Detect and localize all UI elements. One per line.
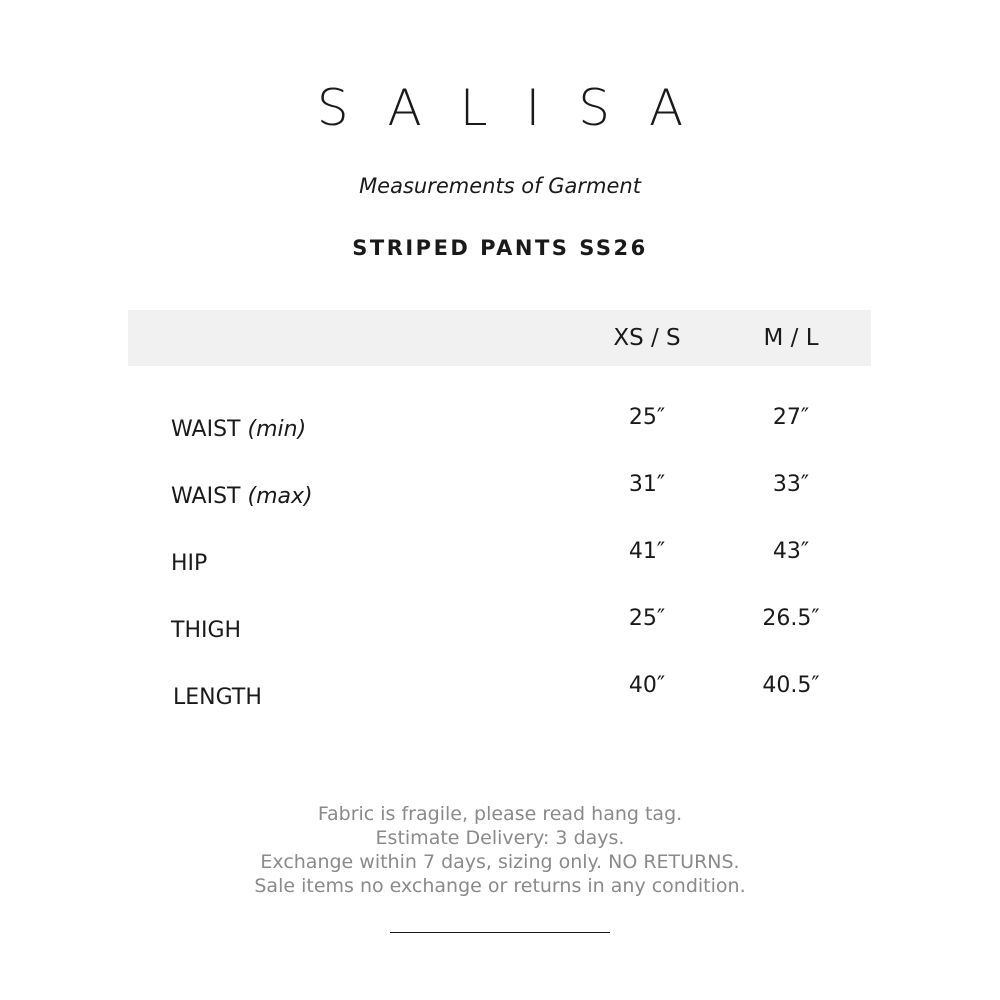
note-line-sale: Sale items no exchange or returns in any condition. [254, 875, 746, 897]
row-label-thigh [171, 617, 241, 645]
size-column-header-m-l: M / L [763, 325, 819, 351]
page-subtitle: Measurements of Garment [359, 174, 641, 198]
table-cell-waist-max-m-l: 33″ [772, 472, 810, 497]
table-cell-hip-xs-s: 41″ [628, 539, 666, 564]
table-cell-waist-max-xs-s: 31″ [628, 472, 666, 497]
table-cell-length-m-l: 40.5″ [762, 673, 820, 698]
table-cell-waist-min-m-l: 27″ [772, 405, 810, 430]
footer-divider [390, 932, 610, 933]
row-label-text: WAIST [171, 417, 241, 442]
row-label-text: THIGH [171, 618, 242, 643]
note-line-exchange: Exchange within 7 days, sizing only. NO RETURNS. [260, 851, 740, 873]
row-label-qualifier: (min) [247, 417, 307, 442]
row-label-waist-min [171, 416, 306, 444]
size-column-header-xs-s: XS / S [613, 325, 681, 351]
product-title: STRIPED PANTS SS26 [352, 236, 648, 260]
note-line-delivery: Estimate Delivery: 3 days. [375, 827, 625, 849]
policy-notes [0, 802, 1000, 898]
table-cell-hip-m-l: 43″ [772, 539, 810, 564]
table-cell-length-xs-s: 40″ [628, 673, 666, 698]
table-cell-thigh-m-l: 26.5″ [762, 606, 820, 631]
table-cell-waist-min-xs-s: 25″ [628, 405, 666, 430]
row-label-text: LENGTH [173, 685, 262, 710]
row-label-text: HIP [171, 551, 208, 576]
brand-logo-text: SALISA [316, 79, 722, 137]
table-cell-thigh-xs-s: 25″ [628, 606, 666, 631]
row-label-hip [171, 550, 207, 578]
row-label-waist-max [171, 483, 313, 511]
row-label-qualifier: (max) [247, 484, 313, 509]
row-label-text: WAIST [171, 484, 241, 509]
note-line-fabric: Fabric is fragile, please read hang tag. [317, 803, 683, 825]
row-label-length [173, 684, 262, 712]
